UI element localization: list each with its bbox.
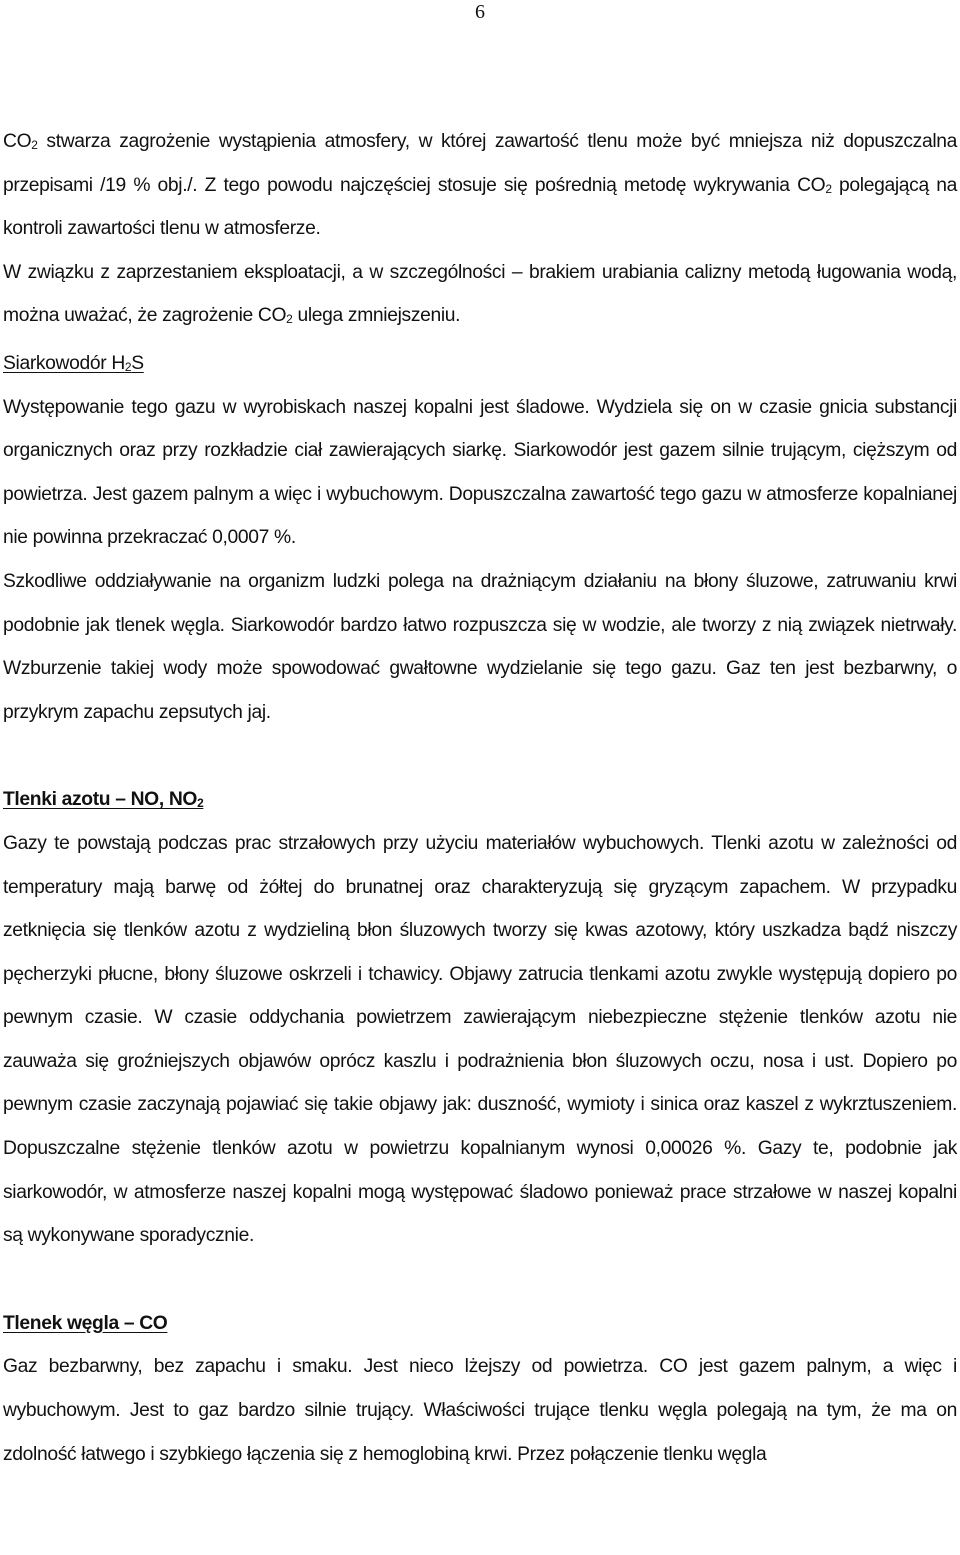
text-fragment: W związku z zaprzestaniem eksploatacji, a w szczególności – brakiem urabiania calizny metodą ługowania wodą, można uważać, że zagrożenie CO xyxy=(3,261,957,327)
page-number: 6 xyxy=(475,1,485,23)
text-fragment: S xyxy=(131,352,144,374)
document-body xyxy=(3,120,957,1476)
subscript: 2 xyxy=(197,796,204,811)
text-fragment: Tlenek węgla – CO xyxy=(3,1312,168,1334)
co2-hazard-paragraph xyxy=(3,251,957,338)
h2s-heading xyxy=(3,342,957,386)
text-fragment: ulega zmniejszeniu. xyxy=(292,305,461,327)
h2s-paragraph-effects: Szkodliwe oddziaływanie na organizm ludzki polega na drażniącym działaniu na błony śluzowe, zatruwaniu krwi podobnie jak tlenek węgla. Siarkowodór bardzo łatwo rozpuszcza się w wodzie, ale tworzy z nią związek nietrwały. Wzburzenie takiej wody może spowodować gwałtowne wydzielanie się tego gazu. Gaz ten jest bezbarwny, o przykrym zapachu zepsutych jaj. xyxy=(3,570,957,723)
subscript: 2 xyxy=(286,312,293,327)
text-fragment: Tlenki azotu – NO, NO xyxy=(3,789,198,811)
nox-paragraph: Gazy te powstają podczas prac strzałowych przy użyciu materiałów wybuchowych. Tlenki azotu w zależności od temperatury mają barwę od żółtej do brunatnej oraz charakteryzują się gryzącym zapachem. W przypadku zetknięcia się tlenków azotu z wydzieliną błon śluzowych tworzy się kwas azotowy, który uszkadza bądź niszczy pęcherzyki płucne, błony śluzowe oskrzeli i tchawicy. Objawy zatrucia tlenkami azotu zwykle występują dopiero po pewnym czasie. W czasie oddychania powietrzem zawierającym niebezpieczne stężenie tlenków azotu nie zauważa się groźniejszych objawów oprócz kaszlu i podrażnienia błon śluzowych oczu, nosa i ust. Dopiero po pewnym czasie zaczynają pojawiać się takie objawy jak: duszność, wymioty i sinica oraz kaszel z wykrztuszeniem. Dopuszczalne stężenie tlenków azotu w powietrzu kopalnianym wynosi 0,00026 %. Gazy te, podobnie jak siarkowodór, w atmosferze naszej kopalni mogą występować śladowo ponieważ prace strzałowe w naszej kopalni są wykonywane sporadycznie. xyxy=(3,832,957,1247)
text-fragment: Siarkowodór H xyxy=(3,352,125,374)
text-fragment: stwarza zagrożenie wystąpienia atmosfery, w której zawartość tlenu może być mniejsza niż dopuszczalna przepisami /19 % obj./. Z tego powodu najczęściej stosuje się pośrednią metodę wykrywania CO xyxy=(3,131,957,196)
co-paragraph: Gaz bezbarwny, bez zapachu i smaku. Jest nieco lżejszy od powietrza. CO jest gazem palnym, a więc i wybuchowym. Jest to gaz bardzo silnie trujący. Właściwości trujące tlenku węgla polegają na tym, że ma on zdolność łatwego i szybkiego łączenia się z hemoglobiną krwi. Przez połączenie tlenku węgla xyxy=(3,1356,957,1465)
co-heading xyxy=(3,1302,957,1346)
text-fragment: polegającą na kontroli zawartości tlenu w atmosferze. xyxy=(3,174,957,240)
text-fragment: CO xyxy=(3,131,32,152)
co2-paragraph xyxy=(3,120,957,251)
subscript: 2 xyxy=(825,181,832,196)
h2s-paragraph-occurrence: Występowanie tego gazu w wyrobiskach naszej kopalni jest śladowe. Wydziela się on w czasie gnicia substancji organicznych oraz przy rozkładzie ciał zawierających siarkę. Siarkowodór jest gazem silnie trującym, cięższym od powietrza. Jest gazem palnym a więc i wybuchowym. Dopuszczalna zawartość tego gazu w atmosferze kopalnianej nie powinna przekraczać 0,0007 %. xyxy=(3,396,957,549)
subscript: 2 xyxy=(31,137,38,152)
nox-heading xyxy=(3,778,957,822)
subscript: 2 xyxy=(124,359,132,374)
